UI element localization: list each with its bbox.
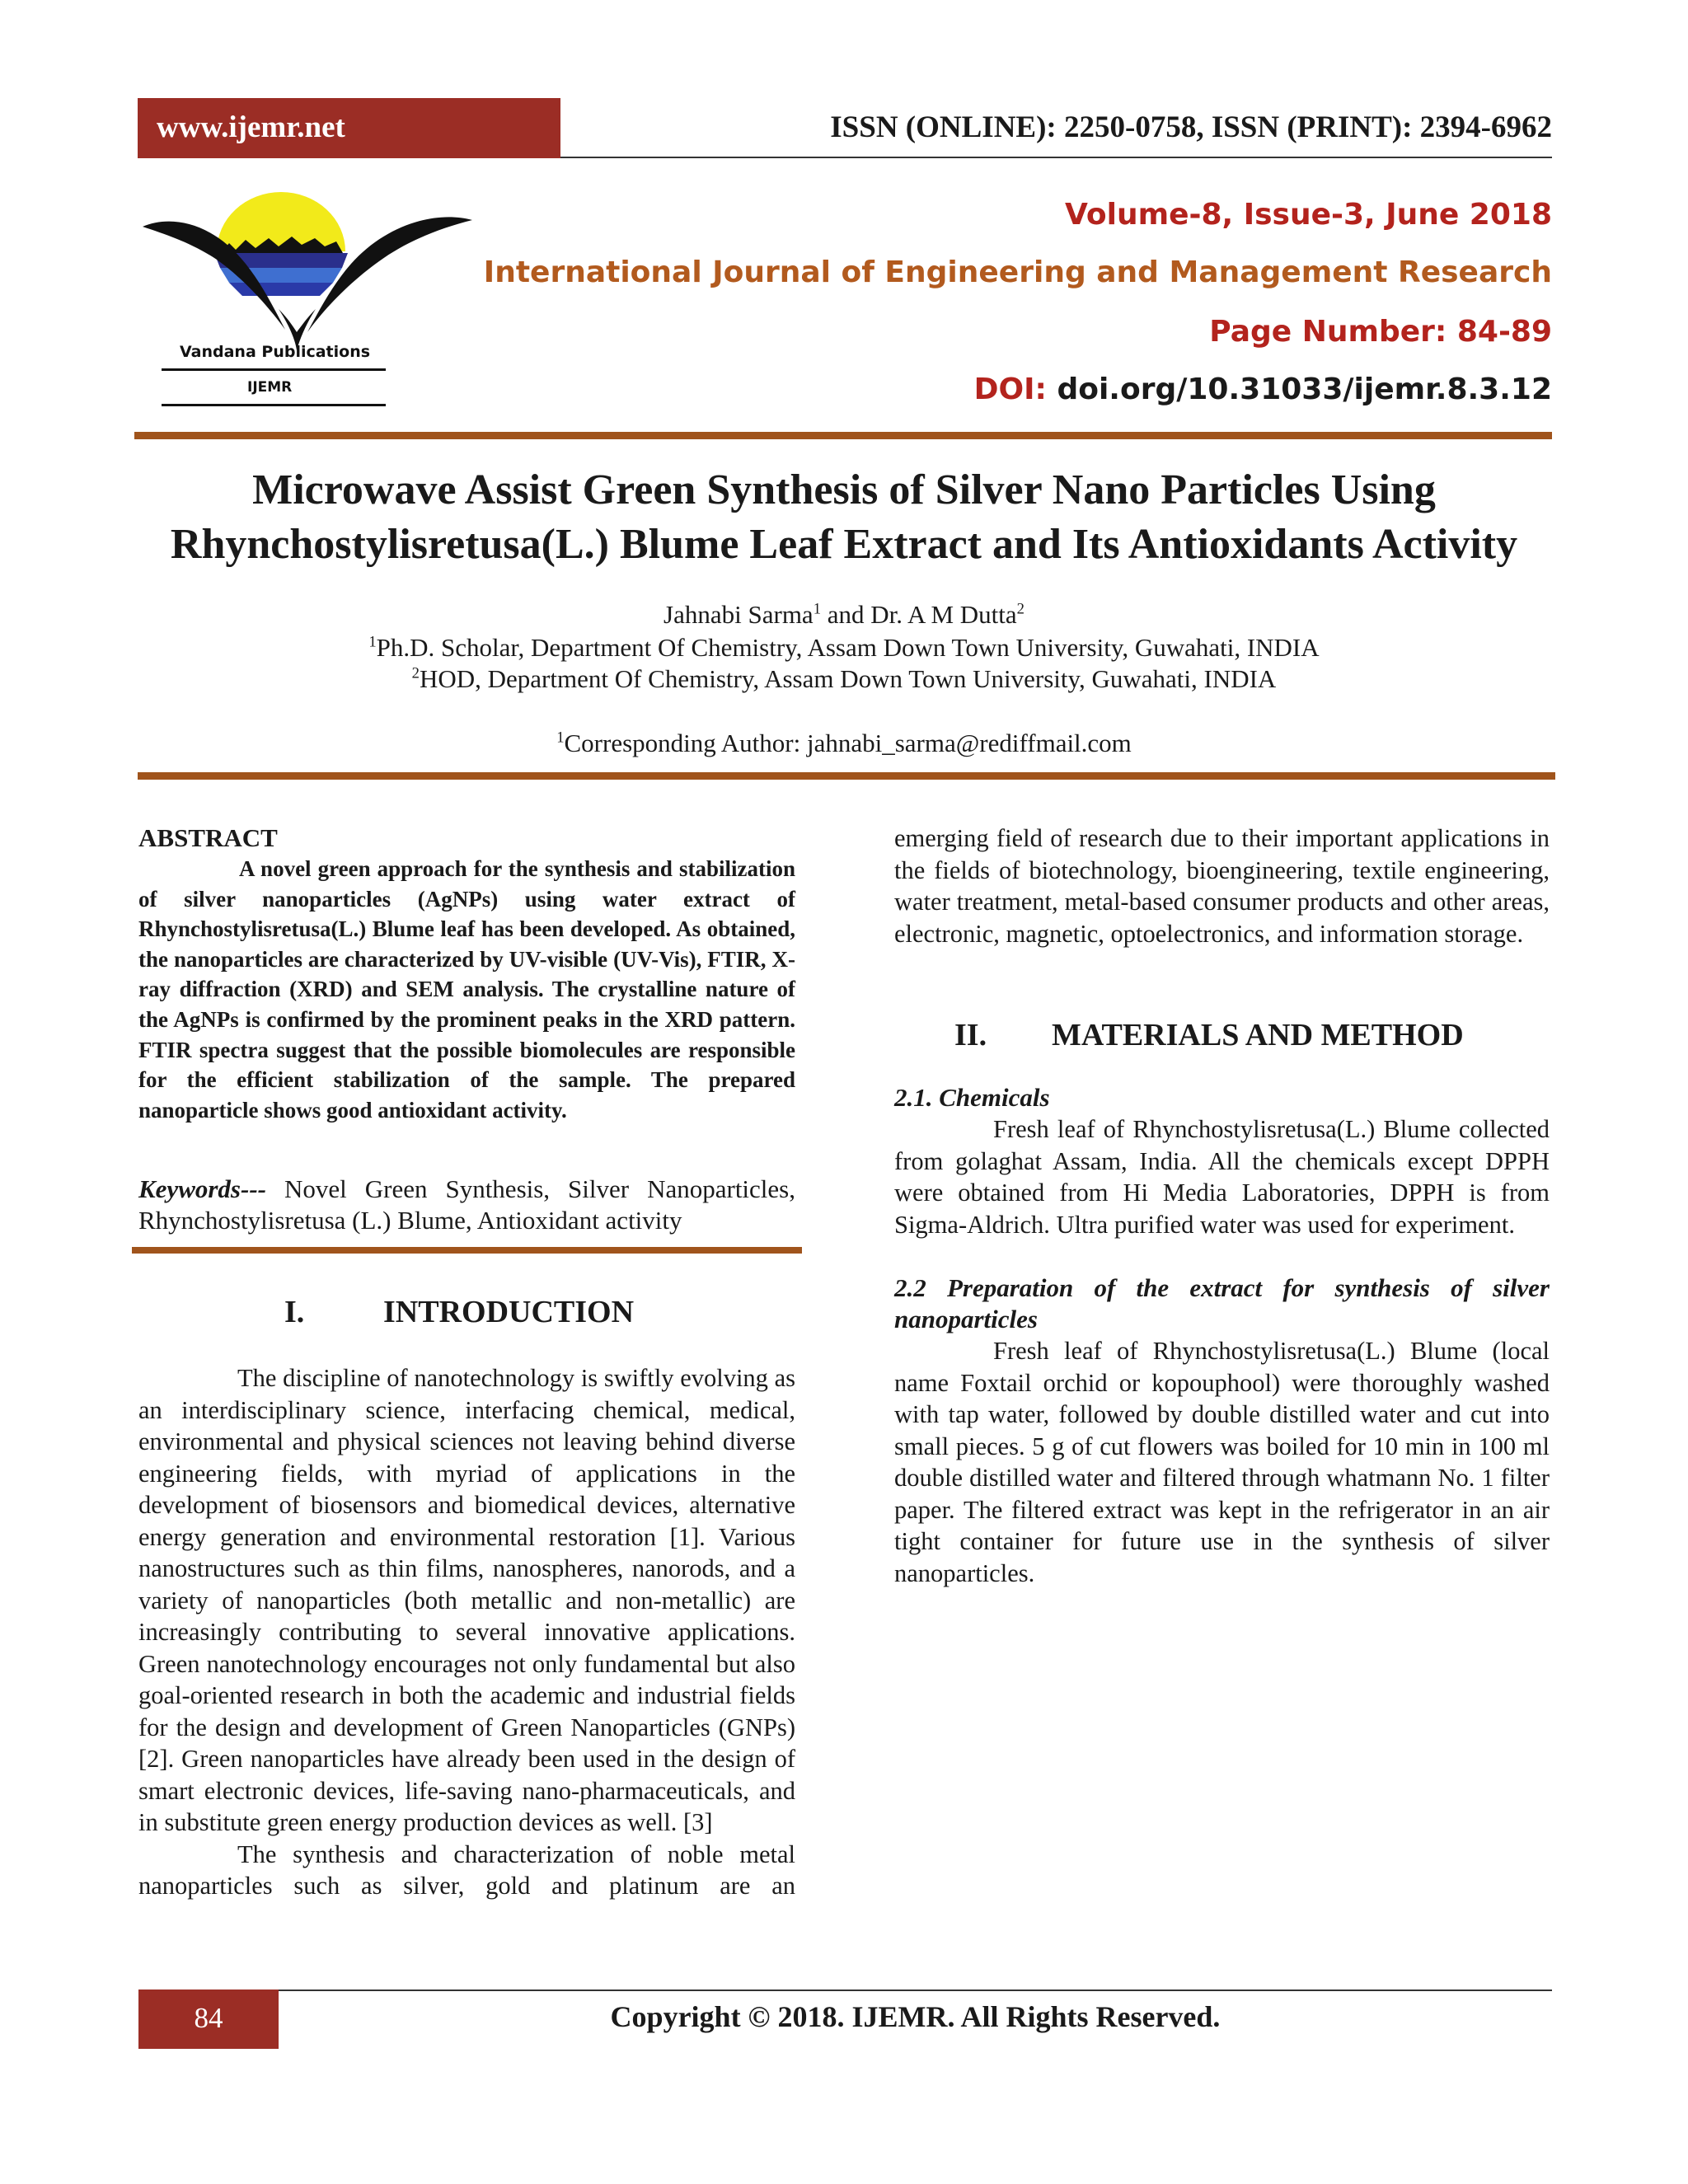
author-1: Jahnabi Sarma — [663, 600, 814, 629]
title-top-rule — [134, 432, 1552, 439]
affil-1-sup: 1 — [368, 633, 377, 651]
preparation-text: Fresh leaf of Rhynchostylisretusa(L.) Blume (local name Foxtail orchid or kopouphool) were thoroughly washed with tap water, followed by double distilled water and cut into small pieces. 5 g of cut flowers was boiled for 10 min in 100 ml double distilled water and filtered through whatmann No. 1 filter paper. The filtered extract was kept in the refrigerator in an air tight container for future use in the synthesis of silver nanoparticles. — [894, 1337, 1550, 1587]
keywords-label: Keywords--- — [138, 1174, 266, 1203]
page-number: 84 — [194, 2002, 223, 2034]
author-2: and Dr. A M Dutta — [820, 600, 1017, 629]
header-rule — [560, 157, 1552, 158]
doi-label: DOI: — [973, 373, 1047, 406]
affil-1-text: Ph.D. Scholar, Department Of Chemistry, Assam Down Town University, Guwahati, INDIA — [376, 633, 1320, 662]
materials-section-number: II. — [954, 1018, 987, 1052]
site-url[interactable]: www.ijemr.net — [157, 110, 345, 144]
preparation-heading: 2.2 Preparation of the extract for synthesis of silver nanoparticles — [894, 1273, 1550, 1333]
intro-paragraph-2: The synthesis and characterization of noble metal nanoparticles such as silver, gold and platinum are an — [138, 1840, 795, 1900]
affiliation-1 — [99, 631, 1589, 664]
corresponding-author — [99, 727, 1589, 760]
preparation-body — [894, 1335, 1550, 1589]
chemicals-heading: 2.1. Chemicals — [894, 1083, 1050, 1112]
copyright: Copyright © 2018. IJEMR. All Rights Reserved. — [610, 2000, 1221, 2033]
doi-link[interactable]: doi.org/10.31033/ijemr.8.3.12 — [1057, 373, 1552, 406]
affiliation-2 — [99, 663, 1589, 696]
materials-section-title: MATERIALS AND METHOD — [1052, 1018, 1464, 1052]
keywords — [138, 1174, 795, 1236]
title-line-1: Microwave Assist Green Synthesis of Silver Nano Particles Using — [252, 466, 1436, 513]
affil-2-sup: 2 — [411, 664, 420, 682]
abstract-rule — [132, 1247, 802, 1254]
intro-paragraph-2-continued: emerging field of research due to their important applications in the fields of biotechnology, bioengineering, textile engineering, water treatment, metal-based consumer products and other areas, electronic, magnetic, optoelectronics, and information storage. — [894, 824, 1550, 948]
intro-paragraph-1: The discipline of nanotechnology is swiftly evolving as an interdisciplinary science, interfacing chemical, medical, environmental and physical sciences not leaving behind diverse engineering fields, with myriad of applications in the development of biosensors and biomedical devices, alternative energy generation and environmental restoration [1]. Various nanostructures such as thin films, nanospheres, nanorods, and a variety of nanoparticles (both metallic and non-metallic) are increasingly contributing to several innovative applications. Green nanotechnology encourages not only fundamental but also goal-oriented research in both the academic and industrial fields for the design and development of Green Nanoparticles (GNPs) [2]. Green nanoparticles have already been used in the design of smart electronic devices, life-saving nano-pharmaceuticals, and in substitute green energy production devices as well. [3] — [138, 1364, 795, 1836]
publisher-abbrev: IJEMR — [247, 379, 293, 396]
publisher-logo — [138, 185, 476, 416]
flying-bird-sunset-logo-icon — [138, 185, 476, 416]
corr-sup: 1 — [556, 729, 565, 747]
volume-issue: Volume-8, Issue-3, June 2018 — [1064, 198, 1552, 232]
footer-rule — [279, 1990, 1552, 1991]
authors — [99, 598, 1589, 631]
abstract-text: A novel green approach for the synthesis and stabilization of silver nanoparticles (AgNPs) using water extract of Rhynchostylisretusa(L.) Blume leaf has been developed. As obtained, the nanoparticles are characterized by UV-visible (UV-Vis), FTIR, X-ray diffraction (XRD) and SEM analysis. The crystalline nature of the AgNPs is confirmed by the prominent peaks in the XRD pattern. FTIR spectra suggest that the possible biomolecules are responsible for the efficient stabilization of the sample. The prepared nanoparticle shows good antioxidant activity. — [138, 856, 795, 1122]
doi — [974, 373, 1552, 406]
chemicals-text: Fresh leaf of Rhynchostylisretusa(L.) Blume collected from golaghat Assam, India. All the chemicals except DPPH were obtained from Hi Media Laboratories, DPPH is from Sigma-Aldrich. Ultra purified water was used for experiment. — [894, 1115, 1550, 1239]
author-1-sup: 1 — [813, 600, 821, 618]
chemicals-body — [894, 1113, 1550, 1240]
title-line-2: Rhynchostylisretusa(L.) Blume Leaf Extract and Its Antioxidants Activity — [170, 521, 1518, 568]
abstract-heading: ABSTRACT — [138, 823, 278, 852]
publisher-name: Vandana Publications — [180, 343, 371, 361]
intro-section-number: I. — [284, 1295, 305, 1329]
abstract-body — [138, 854, 795, 1125]
paper-title — [99, 463, 1589, 572]
page-range: Page Number: 84-89 — [1209, 315, 1552, 349]
corr-text[interactable]: Corresponding Author: jahnabi_sarma@rediffmail.com — [564, 729, 1132, 757]
intro-body — [138, 1362, 795, 1902]
intro-section-title: INTRODUCTION — [383, 1295, 635, 1329]
keywords-text: Novel Green Synthesis, Silver Nanoparticles, Rhynchostylisretusa (L.) Blume, Antioxidant activity — [138, 1174, 795, 1235]
journal-name: International Journal of Engineering and Management Research — [483, 255, 1552, 289]
issn-line: ISSN (ONLINE): 2250-0758, ISSN (PRINT): 2394-6962 — [830, 110, 1552, 144]
title-bottom-rule — [138, 772, 1555, 780]
affil-2-text: HOD, Department Of Chemistry, Assam Down Town University, Guwahati, INDIA — [419, 664, 1277, 693]
author-2-sup: 2 — [1016, 600, 1025, 618]
